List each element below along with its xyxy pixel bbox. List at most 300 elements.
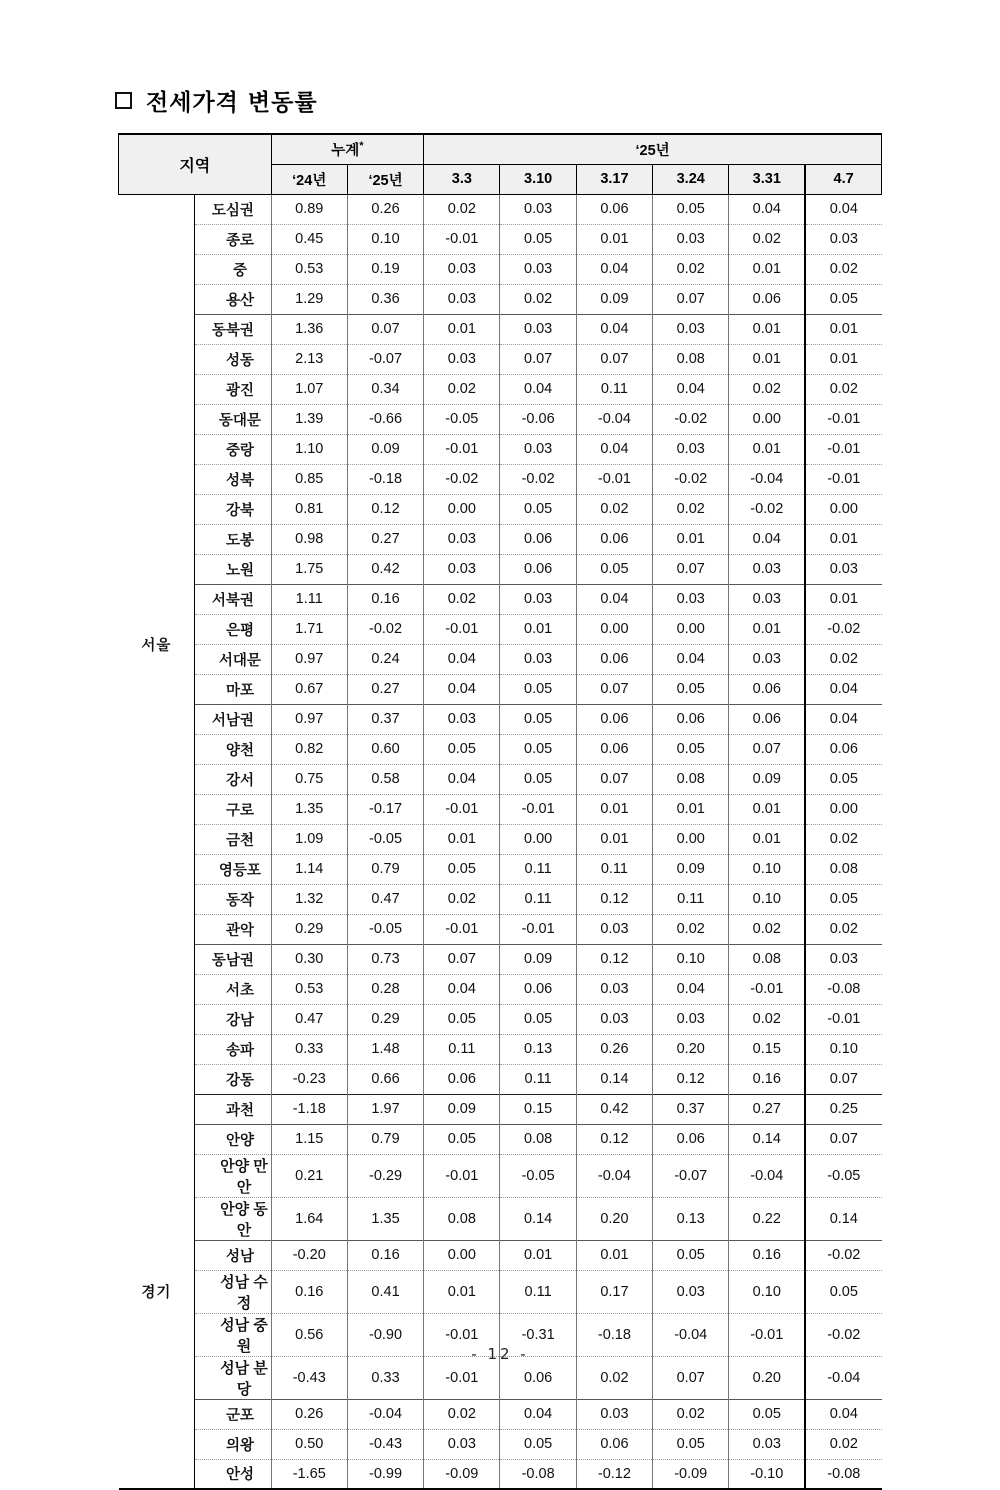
cell-value: 0.00	[424, 494, 500, 524]
cell-value: 0.01	[805, 584, 881, 614]
cell-value: 0.37	[653, 1094, 729, 1124]
cell-value: 0.11	[576, 374, 652, 404]
cell-value: 0.08	[424, 1197, 500, 1240]
cell-value: -0.17	[347, 794, 423, 824]
cell-value: 0.10	[729, 884, 805, 914]
cell-value: 0.11	[424, 1034, 500, 1064]
table-row	[119, 254, 882, 284]
cell-value: 0.01	[576, 224, 652, 254]
table-row	[119, 464, 882, 494]
row-label: 중	[195, 254, 271, 284]
cell-value: 1.09	[271, 824, 347, 854]
cell-value: 0.07	[805, 1064, 881, 1094]
cell-value: -0.02	[347, 614, 423, 644]
cell-value: 0.06	[805, 734, 881, 764]
cell-value: 0.02	[424, 194, 500, 224]
cell-value: 0.12	[576, 944, 652, 974]
cell-value: 0.27	[347, 674, 423, 704]
cell-value: 0.12	[576, 1124, 652, 1154]
cell-value: 0.17	[576, 1270, 652, 1313]
cell-value: -1.18	[271, 1094, 347, 1124]
cell-value: 0.05	[805, 764, 881, 794]
cell-value: -0.01	[424, 914, 500, 944]
cell-value: 0.53	[271, 254, 347, 284]
cell-value: 0.01	[424, 1270, 500, 1313]
cell-value: 0.02	[805, 824, 881, 854]
cell-value: 0.47	[271, 1004, 347, 1034]
cell-value: 0.19	[347, 254, 423, 284]
cell-value: -0.02	[424, 464, 500, 494]
cell-value: 0.02	[653, 914, 729, 944]
cell-value: 0.06	[500, 1356, 576, 1399]
cell-value: 0.07	[653, 284, 729, 314]
cell-value: 0.06	[576, 734, 652, 764]
cell-value: 0.07	[653, 554, 729, 584]
cell-value: 0.03	[729, 1429, 805, 1459]
cell-value: 0.06	[576, 1429, 652, 1459]
cell-value: 0.42	[576, 1094, 652, 1124]
row-label: 성동	[195, 344, 271, 374]
row-label: 동남권	[195, 944, 271, 974]
cell-value: 0.21	[271, 1154, 347, 1197]
cell-value: -0.05	[500, 1154, 576, 1197]
cell-value: -1.65	[271, 1459, 347, 1489]
cell-value: 0.22	[729, 1197, 805, 1240]
cell-value: 0.07	[653, 1356, 729, 1399]
cell-value: 0.11	[576, 854, 652, 884]
header-week-0310: 3.10	[500, 164, 576, 194]
cell-value: 1.07	[271, 374, 347, 404]
cell-value: -0.01	[424, 224, 500, 254]
row-label: 안성	[195, 1459, 271, 1489]
cell-value: -0.02	[653, 464, 729, 494]
cell-value: 0.20	[653, 1034, 729, 1064]
cell-value: 1.36	[271, 314, 347, 344]
cell-value: 0.42	[347, 554, 423, 584]
table-row	[119, 1240, 882, 1270]
cell-value: 0.26	[576, 1034, 652, 1064]
header-cum-2024: ‘24년	[271, 164, 347, 194]
cell-value: 0.16	[347, 1240, 423, 1270]
table-row	[119, 1270, 882, 1313]
table-row	[119, 1459, 882, 1489]
cell-value: 0.09	[347, 434, 423, 464]
cell-value: -0.01	[500, 794, 576, 824]
cell-value: 0.01	[500, 1240, 576, 1270]
cell-value: 0.06	[424, 1064, 500, 1094]
table-row	[119, 1034, 882, 1064]
table-row	[119, 494, 882, 524]
cell-value: 0.04	[424, 644, 500, 674]
table-row	[119, 554, 882, 584]
table-row	[119, 614, 882, 644]
cell-value: 1.15	[271, 1124, 347, 1154]
table-row	[119, 884, 882, 914]
table-row	[119, 914, 882, 944]
cell-value: 0.33	[347, 1356, 423, 1399]
cell-value: 0.73	[347, 944, 423, 974]
cell-value: -0.20	[271, 1240, 347, 1270]
cell-value: -0.01	[729, 974, 805, 1004]
cell-value: 0.05	[805, 884, 881, 914]
cell-value: -0.01	[424, 1313, 500, 1356]
cell-value: 0.03	[576, 1004, 652, 1034]
cell-value: 0.02	[729, 374, 805, 404]
table-row	[119, 374, 882, 404]
cell-value: 0.05	[424, 734, 500, 764]
table-row	[119, 704, 882, 734]
table-row	[119, 854, 882, 884]
cell-value: 0.04	[576, 254, 652, 284]
cell-value: 0.03	[653, 584, 729, 614]
cell-value: -0.02	[805, 614, 881, 644]
cell-value: 0.67	[271, 674, 347, 704]
cell-value: 0.03	[653, 1270, 729, 1313]
row-label: 송파	[195, 1034, 271, 1064]
cell-value: -0.04	[729, 464, 805, 494]
cell-value: 0.01	[653, 524, 729, 554]
cell-value: 0.09	[653, 854, 729, 884]
cell-value: 0.02	[653, 1399, 729, 1429]
cell-value: 0.05	[500, 1429, 576, 1459]
cell-value: 0.26	[347, 194, 423, 224]
page-number: - 12 -	[471, 1345, 529, 1363]
cell-value: 0.02	[729, 1004, 805, 1034]
cell-value: 0.03	[424, 254, 500, 284]
cell-value: 1.39	[271, 404, 347, 434]
cell-value: 0.01	[729, 314, 805, 344]
cell-value: -0.31	[500, 1313, 576, 1356]
cell-value: 0.04	[805, 674, 881, 704]
table-row	[119, 794, 882, 824]
cell-value: 0.04	[805, 194, 881, 224]
header-week-0331: 3.31	[729, 164, 805, 194]
cell-value: 0.02	[424, 374, 500, 404]
row-label: 안양 만안	[195, 1154, 271, 1197]
cell-value: 0.03	[424, 1429, 500, 1459]
cell-value: 0.56	[271, 1313, 347, 1356]
cell-value: -0.01	[576, 464, 652, 494]
cell-value: 0.05	[424, 1004, 500, 1034]
cell-value: 0.04	[653, 644, 729, 674]
cell-value: 0.07	[424, 944, 500, 974]
cell-value: 0.06	[576, 644, 652, 674]
cell-value: 0.01	[424, 824, 500, 854]
cell-value: 0.01	[500, 614, 576, 644]
cell-value: 0.02	[805, 374, 881, 404]
cell-value: -0.43	[271, 1356, 347, 1399]
cell-value: 0.27	[729, 1094, 805, 1124]
cell-value: -0.04	[576, 404, 652, 434]
cell-value: 0.03	[424, 554, 500, 584]
cell-value: 0.30	[271, 944, 347, 974]
cell-value: 0.08	[805, 854, 881, 884]
row-label: 서북권	[195, 584, 271, 614]
cell-value: 0.06	[576, 704, 652, 734]
cell-value: -0.01	[424, 434, 500, 464]
cell-value: 1.97	[347, 1094, 423, 1124]
cell-value: 0.10	[729, 1270, 805, 1313]
cell-value: 0.08	[653, 764, 729, 794]
cell-value: 0.00	[500, 824, 576, 854]
cell-value: 0.01	[805, 344, 881, 374]
page-title-text: 전세가격 변동률	[146, 89, 318, 116]
table-row	[119, 1429, 882, 1459]
table-row	[119, 1124, 882, 1154]
cell-value: 0.04	[653, 374, 729, 404]
cell-value: 0.03	[424, 284, 500, 314]
page-title	[115, 84, 318, 117]
cell-value: -0.02	[500, 464, 576, 494]
cell-value: 1.11	[271, 584, 347, 614]
cell-value: 0.05	[500, 704, 576, 734]
cell-value: -0.07	[653, 1154, 729, 1197]
cell-value: 0.02	[500, 284, 576, 314]
cell-value: 0.03	[729, 584, 805, 614]
cell-value: -0.07	[347, 344, 423, 374]
cell-value: -0.01	[424, 794, 500, 824]
cell-value: 0.01	[653, 794, 729, 824]
cell-value: 0.81	[271, 494, 347, 524]
cell-value: 0.45	[271, 224, 347, 254]
cell-value: 0.02	[424, 884, 500, 914]
cell-value: 0.12	[576, 884, 652, 914]
cell-value: 0.05	[500, 764, 576, 794]
cell-value: 0.01	[729, 794, 805, 824]
square-outline-icon	[115, 92, 132, 109]
cell-value: -0.01	[805, 434, 881, 464]
cell-value: 0.36	[347, 284, 423, 314]
cell-value: 0.03	[653, 434, 729, 464]
jeonse-price-change-table	[118, 133, 882, 1490]
cell-value: 0.50	[271, 1429, 347, 1459]
cell-value: -0.10	[729, 1459, 805, 1489]
cell-value: 0.02	[576, 494, 652, 524]
cell-value: 0.04	[653, 974, 729, 1004]
cell-value: 0.02	[424, 1399, 500, 1429]
cell-value: 0.06	[729, 674, 805, 704]
cell-value: 0.07	[729, 734, 805, 764]
cell-value: 0.28	[347, 974, 423, 1004]
cell-value: 0.03	[805, 224, 881, 254]
row-label: 양천	[195, 734, 271, 764]
cell-value: 0.01	[729, 614, 805, 644]
table-row	[119, 644, 882, 674]
cell-value: 0.05	[424, 854, 500, 884]
cell-value: 0.01	[805, 524, 881, 554]
cell-value: 0.08	[729, 944, 805, 974]
cell-value: -0.05	[347, 914, 423, 944]
cell-value: 0.02	[805, 644, 881, 674]
cell-value: -0.29	[347, 1154, 423, 1197]
cell-value: 0.03	[500, 434, 576, 464]
cell-value: -0.04	[653, 1313, 729, 1356]
cell-value: 0.07	[576, 674, 652, 704]
cell-value: 0.03	[500, 644, 576, 674]
cell-value: 0.12	[347, 494, 423, 524]
cell-value: -0.02	[729, 494, 805, 524]
table-row	[119, 224, 882, 254]
cell-value: 0.05	[500, 494, 576, 524]
cell-value: 0.06	[500, 524, 576, 554]
cell-value: -0.01	[805, 464, 881, 494]
cell-value: 0.26	[271, 1399, 347, 1429]
header-cumulative	[271, 134, 424, 164]
cell-value: 0.02	[805, 254, 881, 284]
cell-value: 0.04	[424, 764, 500, 794]
header-week-0303: 3.3	[424, 164, 500, 194]
cell-value: 0.15	[500, 1094, 576, 1124]
cell-value: 0.04	[576, 314, 652, 344]
cell-value: 1.71	[271, 614, 347, 644]
row-label: 동대문	[195, 404, 271, 434]
cell-value: 2.13	[271, 344, 347, 374]
cell-value: 0.47	[347, 884, 423, 914]
row-label: 서남권	[195, 704, 271, 734]
row-label: 안양 동안	[195, 1197, 271, 1240]
cell-value: -0.99	[347, 1459, 423, 1489]
cell-value: -0.05	[424, 404, 500, 434]
cell-value: 0.11	[500, 884, 576, 914]
cell-value: 0.09	[424, 1094, 500, 1124]
table-row	[119, 344, 882, 374]
cell-value: 0.05	[424, 1124, 500, 1154]
cell-value: -0.66	[347, 404, 423, 434]
cell-value: 0.05	[805, 284, 881, 314]
cell-value: 0.01	[729, 824, 805, 854]
row-label: 과천	[195, 1094, 271, 1124]
cell-value: 0.66	[347, 1064, 423, 1094]
cell-value: 0.16	[729, 1240, 805, 1270]
cell-value: 0.05	[500, 674, 576, 704]
cell-value: 0.02	[805, 914, 881, 944]
cell-value: -0.18	[576, 1313, 652, 1356]
cell-value: 0.01	[729, 254, 805, 284]
header-week-0317: 3.17	[576, 164, 652, 194]
row-label: 은평	[195, 614, 271, 644]
table-row	[119, 734, 882, 764]
row-label: 강동	[195, 1064, 271, 1094]
row-label: 중랑	[195, 434, 271, 464]
cell-value: -0.02	[805, 1313, 881, 1356]
cell-value: 0.20	[729, 1356, 805, 1399]
row-label: 용산	[195, 284, 271, 314]
cell-value: 0.04	[729, 524, 805, 554]
cell-value: 0.11	[500, 1064, 576, 1094]
cell-value: 0.11	[500, 1270, 576, 1313]
cell-value: 1.29	[271, 284, 347, 314]
cell-value: 0.05	[653, 734, 729, 764]
cell-value: 0.08	[653, 344, 729, 374]
table-row	[119, 1094, 882, 1124]
row-label: 안양	[195, 1124, 271, 1154]
cell-value: 0.02	[653, 494, 729, 524]
cell-value: 0.41	[347, 1270, 423, 1313]
cell-value: 0.03	[729, 644, 805, 674]
cell-value: 0.98	[271, 524, 347, 554]
header-row-top	[119, 134, 882, 164]
cell-value: 0.06	[653, 1124, 729, 1154]
cell-value: 0.00	[576, 614, 652, 644]
cell-value: 1.14	[271, 854, 347, 884]
cell-value: 0.04	[424, 974, 500, 1004]
region-group-label-gyeonggi: 경기	[119, 1094, 195, 1489]
cell-value: 0.06	[576, 194, 652, 224]
row-label: 종로	[195, 224, 271, 254]
row-label: 성남	[195, 1240, 271, 1270]
cell-value: 0.24	[347, 644, 423, 674]
cell-value: 0.14	[805, 1197, 881, 1240]
cell-value: 0.37	[347, 704, 423, 734]
cell-value: 0.00	[805, 494, 881, 524]
cell-value: 0.97	[271, 644, 347, 674]
cell-value: 0.14	[729, 1124, 805, 1154]
cell-value: 0.06	[729, 704, 805, 734]
cell-value: 0.07	[347, 314, 423, 344]
header-region: 지역	[119, 134, 272, 194]
table-row	[119, 1197, 882, 1240]
cell-value: -0.01	[500, 914, 576, 944]
cell-value: 0.79	[347, 854, 423, 884]
cell-value: 0.03	[424, 344, 500, 374]
table-row	[119, 824, 882, 854]
row-label: 강남	[195, 1004, 271, 1034]
row-label: 강서	[195, 764, 271, 794]
cell-value: 0.03	[805, 944, 881, 974]
cell-value: 0.04	[500, 374, 576, 404]
cell-value: 0.04	[500, 1399, 576, 1429]
cell-value: -0.01	[424, 614, 500, 644]
row-label: 성남 수정	[195, 1270, 271, 1313]
cell-value: 1.75	[271, 554, 347, 584]
table-row	[119, 194, 882, 224]
table-row	[119, 434, 882, 464]
cell-value: 0.14	[500, 1197, 576, 1240]
cell-value: -0.18	[347, 464, 423, 494]
cell-value: 1.35	[347, 1197, 423, 1240]
row-label: 노원	[195, 554, 271, 584]
row-label: 구로	[195, 794, 271, 824]
cell-value: 0.29	[347, 1004, 423, 1034]
cell-value: 0.06	[576, 524, 652, 554]
cell-value: 0.03	[500, 194, 576, 224]
cell-value: 0.03	[500, 314, 576, 344]
cell-value: 0.09	[729, 764, 805, 794]
cell-value: 0.82	[271, 734, 347, 764]
cell-value: 0.04	[424, 674, 500, 704]
cell-value: 1.10	[271, 434, 347, 464]
cell-value: 0.07	[576, 344, 652, 374]
row-label: 관악	[195, 914, 271, 944]
cell-value: 0.60	[347, 734, 423, 764]
cell-value: 0.29	[271, 914, 347, 944]
cell-value: 0.03	[653, 224, 729, 254]
cell-value: 0.03	[424, 524, 500, 554]
cell-value: 0.03	[729, 554, 805, 584]
cell-value: 0.05	[500, 1004, 576, 1034]
cell-value: 0.05	[653, 1429, 729, 1459]
cell-value: 0.75	[271, 764, 347, 794]
cell-value: -0.04	[576, 1154, 652, 1197]
cell-value: 0.10	[805, 1034, 881, 1064]
cell-value: 0.03	[653, 1004, 729, 1034]
cell-value: 0.16	[347, 584, 423, 614]
cell-value: 0.08	[500, 1124, 576, 1154]
cell-value: 0.89	[271, 194, 347, 224]
cell-value: 0.07	[805, 1124, 881, 1154]
cell-value: 0.00	[653, 824, 729, 854]
cell-value: 0.06	[653, 704, 729, 734]
